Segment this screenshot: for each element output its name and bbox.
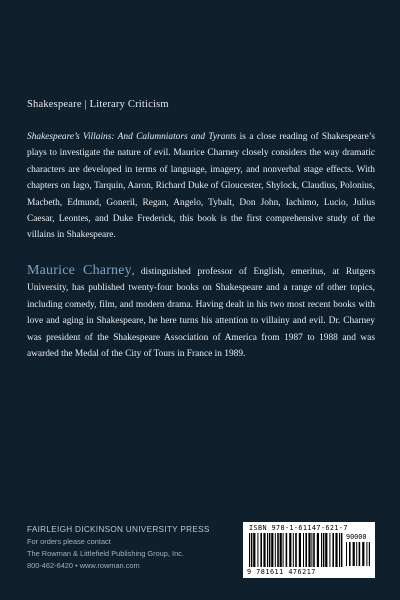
- orders-line: For orders please contact: [27, 537, 111, 546]
- price-barcode-image: [346, 542, 370, 566]
- bio-text: , distinguished professor of English, emeritus, at Rutgers University, has published twenty-four books on Shakespeare and a range of other topics, including comedy, film, and modern drama. Having dealt in his two most recent books with love and aging in Shakespeare, he here turns his attention to villainy and evil. Dr. Charney was president of the Shakespeare Association of America from 1987 to 1988 and was awarded the Medal of the City of Tours in France in 1989.: [27, 267, 375, 360]
- price-code: 90000: [346, 533, 367, 541]
- isbn-number: ISBN 978-1-61147-621-7: [249, 524, 348, 532]
- barcode-image: [249, 533, 343, 567]
- contact-line: 800-462-6420 • www.rowman.com: [27, 561, 140, 570]
- description-text: is a close reading of Shakespeare’s plays to investigate the nature of evil. Maurice Charney closely considers the way dramatic characters are developed in terms of language, imagery, and nonverbal stage effects. With chapters on Iago, Tarquin, Aaron, Richard Duke of Gloucester, Shylock, Claudius, Polonius, Macbeth, Edmund, Goneril, Regan, Angelo, Tybalt, Don John, Iachimo, Lucio, Julius Caesar, Leontes, and Duke Frederick, this book is the first comprehensive study of the villains in Shakespeare.: [27, 132, 375, 241]
- author-bio: [27, 263, 375, 362]
- barcode-bars: [249, 533, 342, 567]
- category-label: Shakespeare | Literary Criticism: [27, 99, 169, 110]
- book-description: [27, 129, 375, 244]
- author-name: Maurice Charney: [27, 263, 132, 278]
- distributor-line: The Rowman & Littlefield Publishing Group, Inc.: [27, 549, 184, 558]
- publisher-name: FAIRLEIGH DICKINSON UNIVERSITY PRESS: [27, 525, 210, 534]
- price-barcode-bars: [346, 542, 370, 566]
- publisher-block: [27, 524, 210, 572]
- barcode-panel: [243, 522, 375, 578]
- book-title: Shakespeare’s Villains: And Calumniators and Tyrants: [27, 132, 237, 142]
- barcode-digits: 9 781611 476217: [247, 568, 316, 576]
